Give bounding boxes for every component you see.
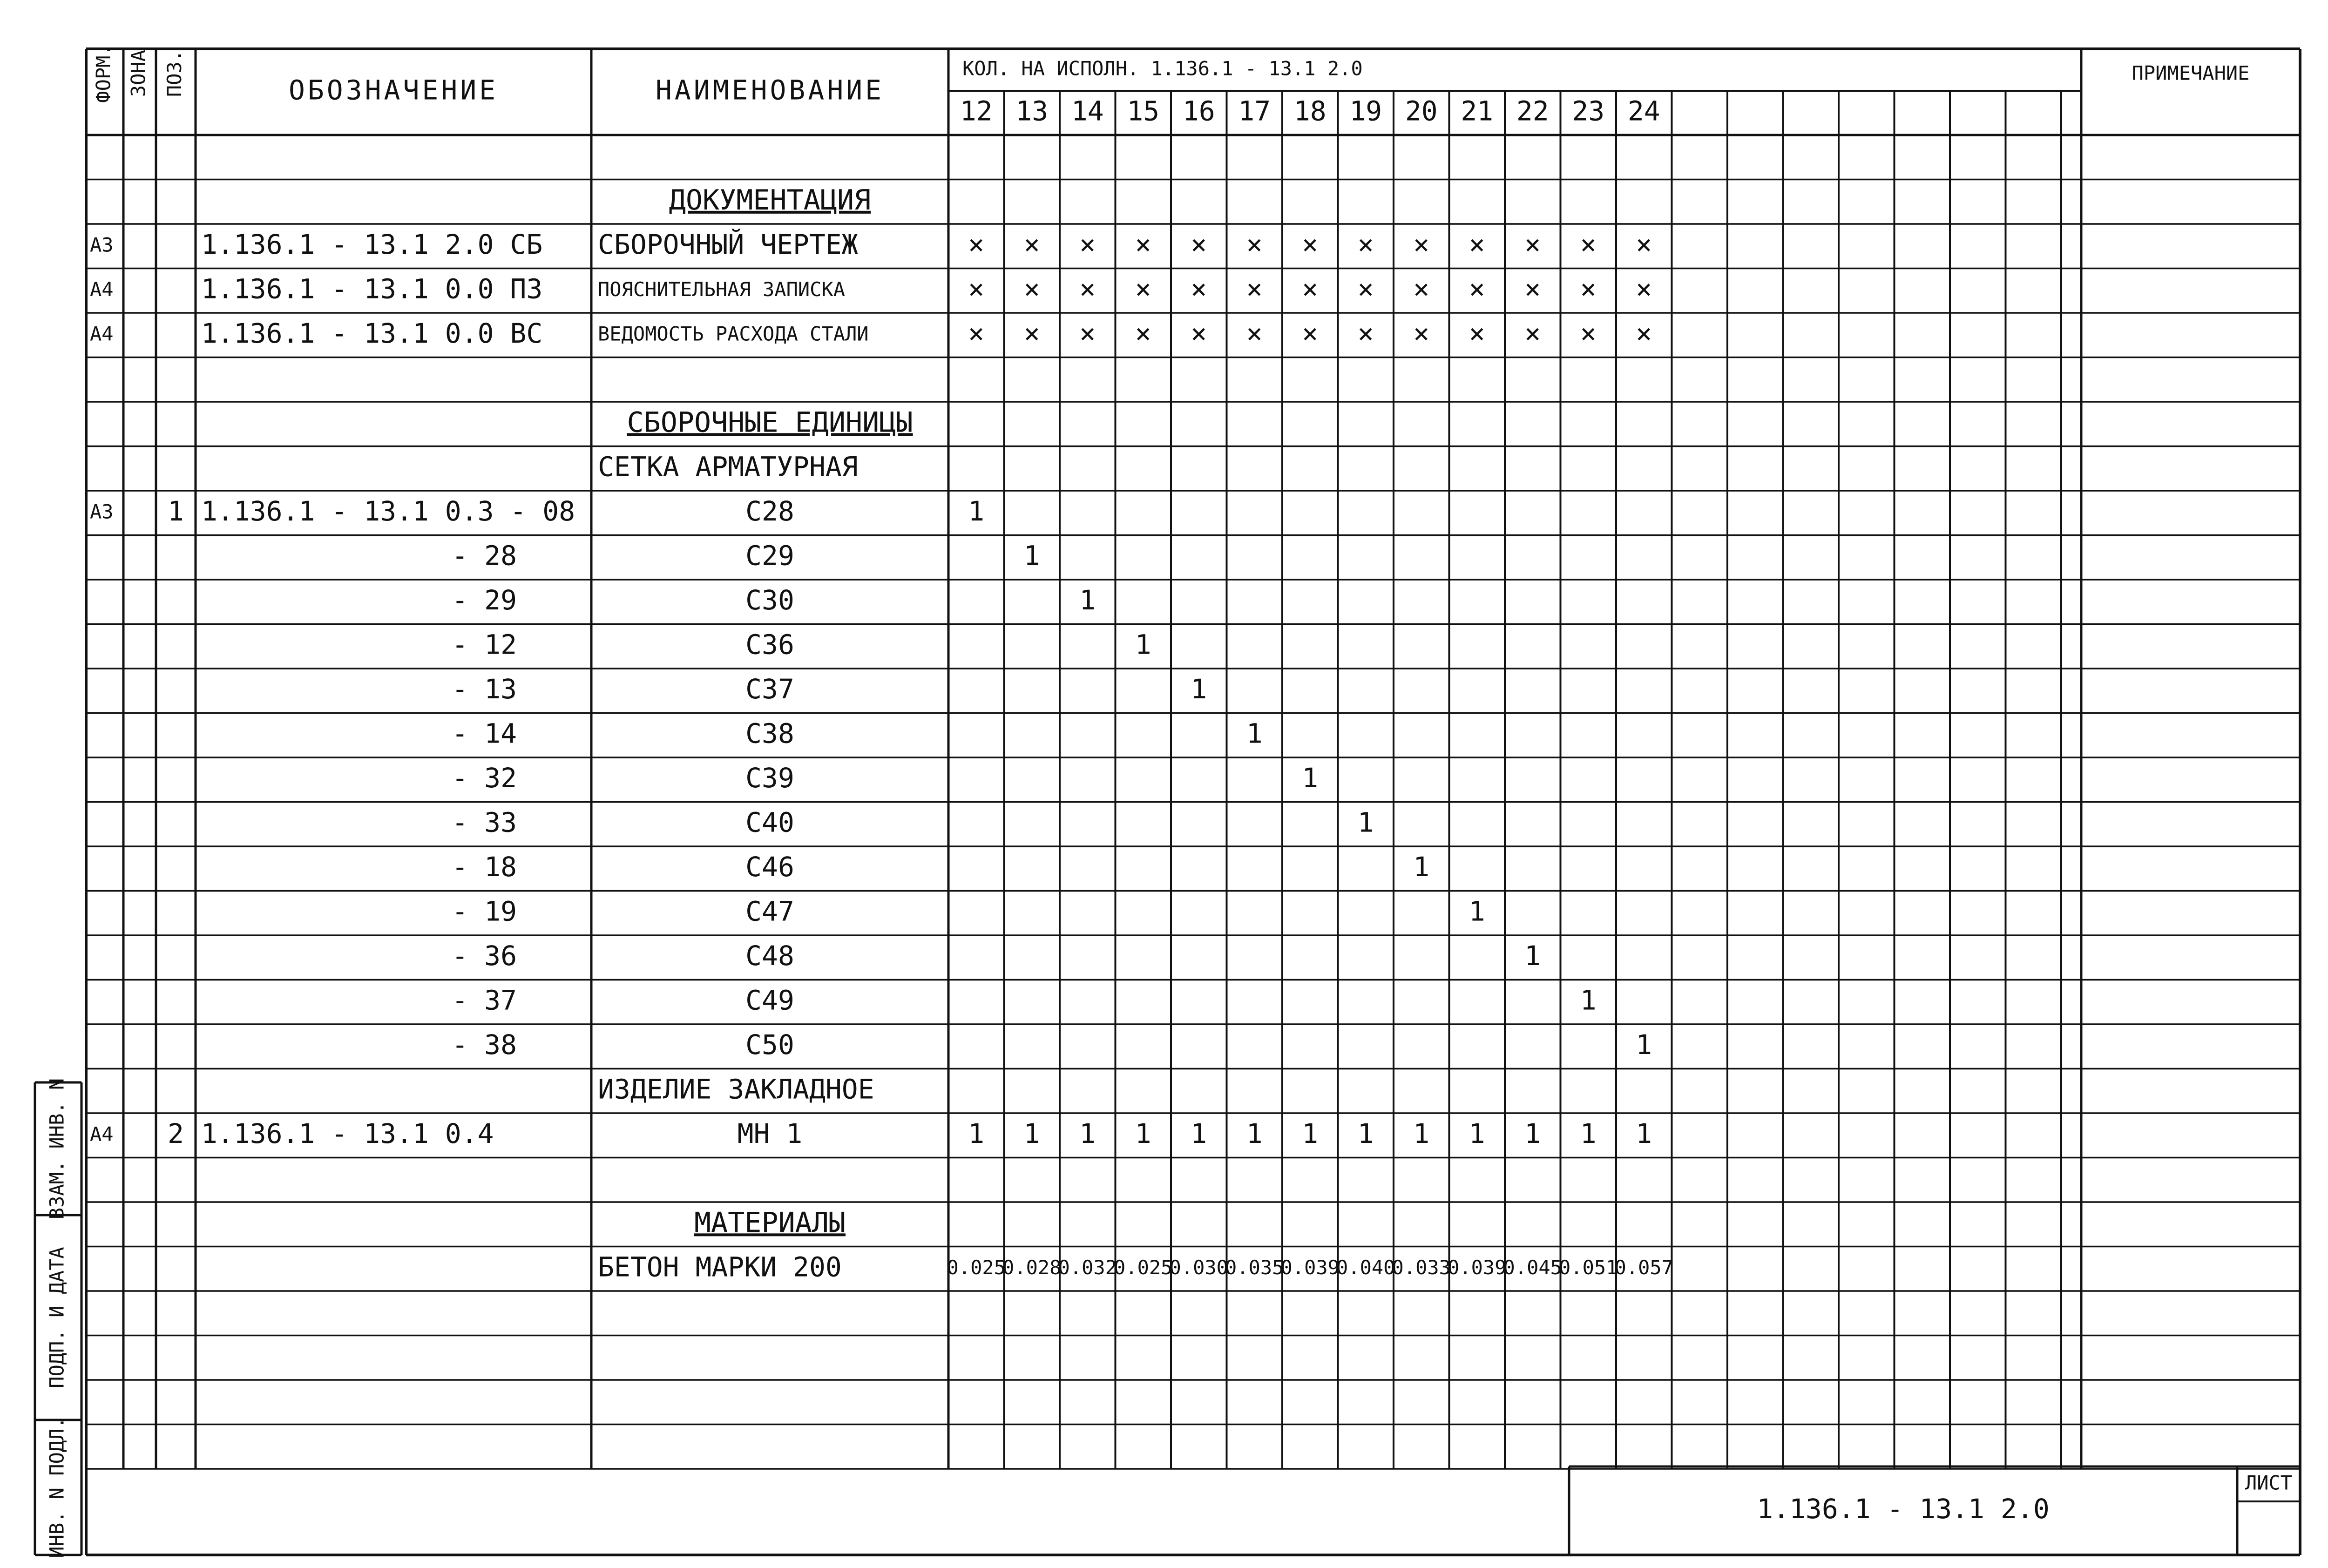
row-designation: - 36	[452, 939, 517, 972]
row-designation: 1.136.1 - 13.1 0.4	[201, 1117, 494, 1149]
quantity-cell: 1	[1246, 717, 1263, 750]
row-pos: 2	[168, 1117, 184, 1149]
row-designation: 1.136.1 - 13.1 2.0 СБ	[201, 228, 543, 260]
quantity-cell: ×	[1023, 228, 1040, 260]
quantity-cell: ×	[1302, 273, 1319, 305]
quantity-cell: 1	[1023, 540, 1040, 572]
row-name: С47	[745, 895, 794, 927]
stamp-inv-orig: ИНВ. N ПОДЛ.	[45, 1417, 68, 1558]
quantity-cell: 1	[1469, 895, 1485, 927]
quantity-cell: ×	[1469, 317, 1485, 349]
row-name: СБОРОЧНЫЙ ЧЕРТЕЖ	[598, 228, 858, 260]
row-name: С38	[745, 717, 794, 750]
variant-number: 17	[1238, 95, 1271, 127]
variant-number: 16	[1182, 95, 1215, 127]
row-designation: - 14	[452, 717, 517, 750]
quantity-cell: 0.035	[1225, 1256, 1284, 1279]
row-form: А4	[90, 277, 114, 301]
row-designation: - 12	[452, 629, 517, 661]
row-designation: - 33	[452, 806, 517, 838]
row-designation: - 29	[452, 584, 517, 616]
header-form: ФОРМ.	[92, 44, 115, 103]
header-qty-title: КОЛ. НА ИСПОЛН. 1.136.1 - 13.1 2.0	[962, 57, 1363, 80]
quantity-cell: ×	[1246, 317, 1263, 349]
quantity-cell: 1	[1580, 1117, 1597, 1149]
header-note: ПРИМЕЧАНИЕ	[2132, 61, 2250, 85]
quantity-cell: ×	[1636, 317, 1652, 349]
section-title: СБОРОЧНЫЕ ЕДИНИЦЫ	[627, 406, 913, 439]
header-name: НАИМЕНОВАНИЕ	[655, 74, 885, 106]
quantity-cell: 1	[1580, 984, 1597, 1016]
header-zone: ЗОНА	[127, 49, 150, 97]
row-designation: - 18	[452, 851, 517, 883]
quantity-cell: 1	[1246, 1117, 1263, 1149]
variant-number: 23	[1572, 95, 1605, 127]
quantity-cell: 0.028	[1002, 1256, 1062, 1279]
quantity-cell: ×	[1191, 317, 1207, 349]
quantity-cell: ×	[1469, 273, 1485, 305]
section-title: МАТЕРИАЛЫ	[694, 1206, 846, 1239]
quantity-cell: 0.025	[1114, 1256, 1173, 1279]
section-title: ДОКУМЕНТАЦИЯ	[669, 183, 871, 216]
quantity-cell: ×	[1246, 273, 1263, 305]
quantity-cell: 1	[1413, 851, 1430, 883]
quantity-cell: 1	[1079, 584, 1096, 616]
row-designation: - 19	[452, 895, 517, 927]
quantity-cell: ×	[1135, 228, 1151, 260]
row-form: А4	[90, 322, 114, 345]
quantity-cell: ×	[968, 273, 985, 305]
quantity-cell: 1	[1023, 1117, 1040, 1149]
quantity-cell: 0.033	[1392, 1256, 1451, 1279]
row-name: С37	[745, 673, 794, 705]
variant-number: 20	[1405, 95, 1438, 127]
row-designation: - 28	[452, 540, 517, 572]
quantity-cell: ×	[1413, 317, 1430, 349]
quantity-cell: ×	[1191, 273, 1207, 305]
quantity-cell: 0.039	[1448, 1256, 1507, 1279]
title-doc-code: 1.136.1 - 13.1 2.0	[1757, 1493, 2050, 1525]
row-designation: - 32	[452, 762, 517, 794]
table-text	[46, 44, 2293, 1558]
quantity-cell: 1	[1636, 1117, 1652, 1149]
row-designation: 1.136.1 - 13.1 0.3 - 08	[201, 495, 575, 527]
quantity-cell: ×	[1524, 317, 1541, 349]
quantity-cell: ×	[968, 317, 985, 349]
row-name: С30	[745, 584, 794, 616]
quantity-cell: 1	[1302, 1117, 1319, 1149]
quantity-cell: 0.045	[1503, 1256, 1562, 1279]
stamp-inv-replace: ВЗАМ. ИНВ. N	[45, 1078, 68, 1220]
row-designation: - 37	[452, 984, 517, 1016]
quantity-cell: 1	[1413, 1117, 1430, 1149]
quantity-cell: ×	[1636, 273, 1652, 305]
row-name: С39	[745, 762, 794, 794]
quantity-cell: ×	[1636, 228, 1652, 260]
quantity-cell: ×	[1469, 228, 1485, 260]
quantity-cell: 1	[1135, 1117, 1151, 1149]
variant-number: 19	[1349, 95, 1382, 127]
row-name: ИЗДЕЛИЕ ЗАКЛАДНОЕ	[598, 1073, 874, 1105]
quantity-cell: 1	[968, 1117, 985, 1149]
row-form: А4	[90, 1122, 114, 1146]
stamp-sign-date: ПОДП. И ДАТА	[45, 1247, 68, 1388]
variant-number: 13	[1015, 95, 1049, 127]
quantity-cell: ×	[1413, 228, 1430, 260]
quantity-cell: ×	[1191, 228, 1207, 260]
row-name: С49	[745, 984, 794, 1016]
quantity-cell: ×	[1580, 228, 1597, 260]
row-form: А3	[90, 500, 114, 523]
quantity-cell: 1	[1135, 629, 1151, 661]
row-name: С46	[745, 851, 794, 883]
quantity-cell: ×	[1580, 273, 1597, 305]
quantity-cell: ×	[1357, 228, 1374, 260]
header-designation: ОБОЗНАЧЕНИЕ	[288, 74, 499, 106]
row-designation: - 38	[452, 1028, 517, 1061]
quantity-cell: 0.039	[1280, 1256, 1340, 1279]
quantity-cell: ×	[1302, 317, 1319, 349]
quantity-cell: 1	[1302, 762, 1319, 794]
quantity-cell: 1	[1079, 1117, 1096, 1149]
variant-number: 18	[1293, 95, 1326, 127]
quantity-cell: 1	[1524, 939, 1541, 972]
quantity-cell: 0.025	[947, 1256, 1006, 1279]
quantity-cell: ×	[1135, 317, 1151, 349]
row-name: С29	[745, 540, 794, 572]
title-sheet-label: ЛИСТ	[2245, 1471, 2293, 1494]
row-name: С40	[745, 806, 794, 838]
header-pos: ПОЗ.	[163, 49, 186, 97]
variant-number: 14	[1071, 95, 1104, 127]
quantity-cell: ×	[1580, 317, 1597, 349]
quantity-cell: 0.040	[1336, 1256, 1395, 1279]
row-form: А3	[90, 233, 114, 257]
row-name: МН 1	[737, 1117, 803, 1149]
quantity-cell: 0.032	[1058, 1256, 1117, 1279]
row-name: ПОЯСНИТЕЛЬНАЯ ЗАПИСКА	[598, 277, 846, 301]
quantity-cell: ×	[1357, 273, 1374, 305]
quantity-cell: 0.057	[1614, 1256, 1673, 1279]
quantity-cell: ×	[968, 228, 985, 260]
row-name: С48	[745, 939, 794, 972]
row-name: СЕТКА АРМАТУРНАЯ	[598, 451, 858, 483]
quantity-cell: 1	[1357, 1117, 1374, 1149]
variant-number: 22	[1516, 95, 1549, 127]
row-name: БЕТОН МАРКИ 200	[598, 1251, 842, 1283]
quantity-cell: ×	[1079, 228, 1096, 260]
variant-number: 12	[960, 95, 993, 127]
quantity-cell: ×	[1023, 273, 1040, 305]
variant-number: 24	[1627, 95, 1660, 127]
row-name: С50	[745, 1028, 794, 1061]
quantity-cell: ×	[1302, 228, 1319, 260]
variant-number: 21	[1461, 95, 1494, 127]
quantity-cell: 1	[968, 495, 985, 527]
quantity-cell: 1	[1357, 806, 1374, 838]
quantity-cell: ×	[1357, 317, 1374, 349]
quantity-cell: ×	[1023, 317, 1040, 349]
quantity-cell: 1	[1191, 673, 1207, 705]
row-designation: 1.136.1 - 13.1 0.0 ПЗ	[201, 273, 543, 305]
quantity-cell: 1	[1469, 1117, 1485, 1149]
quantity-cell: ×	[1246, 228, 1263, 260]
row-designation: 1.136.1 - 13.1 0.0 ВС	[201, 317, 543, 349]
quantity-cell: ×	[1135, 273, 1151, 305]
row-name: С36	[745, 629, 794, 661]
quantity-cell: ×	[1079, 317, 1096, 349]
row-name: С28	[745, 495, 794, 527]
row-pos: 1	[168, 495, 184, 527]
quantity-cell: 0.030	[1169, 1256, 1228, 1279]
quantity-cell: ×	[1079, 273, 1096, 305]
quantity-cell: ×	[1524, 228, 1541, 260]
quantity-cell: 1	[1636, 1028, 1652, 1061]
row-designation: - 13	[452, 673, 517, 705]
quantity-cell: ×	[1413, 273, 1430, 305]
quantity-cell: 0.051	[1559, 1256, 1618, 1279]
quantity-cell: 1	[1524, 1117, 1541, 1149]
row-name: ВЕДОМОСТЬ РАСХОДА СТАЛИ	[598, 322, 869, 345]
quantity-cell: 1	[1191, 1117, 1207, 1149]
quantity-cell: ×	[1524, 273, 1541, 305]
variant-number: 15	[1127, 95, 1160, 127]
